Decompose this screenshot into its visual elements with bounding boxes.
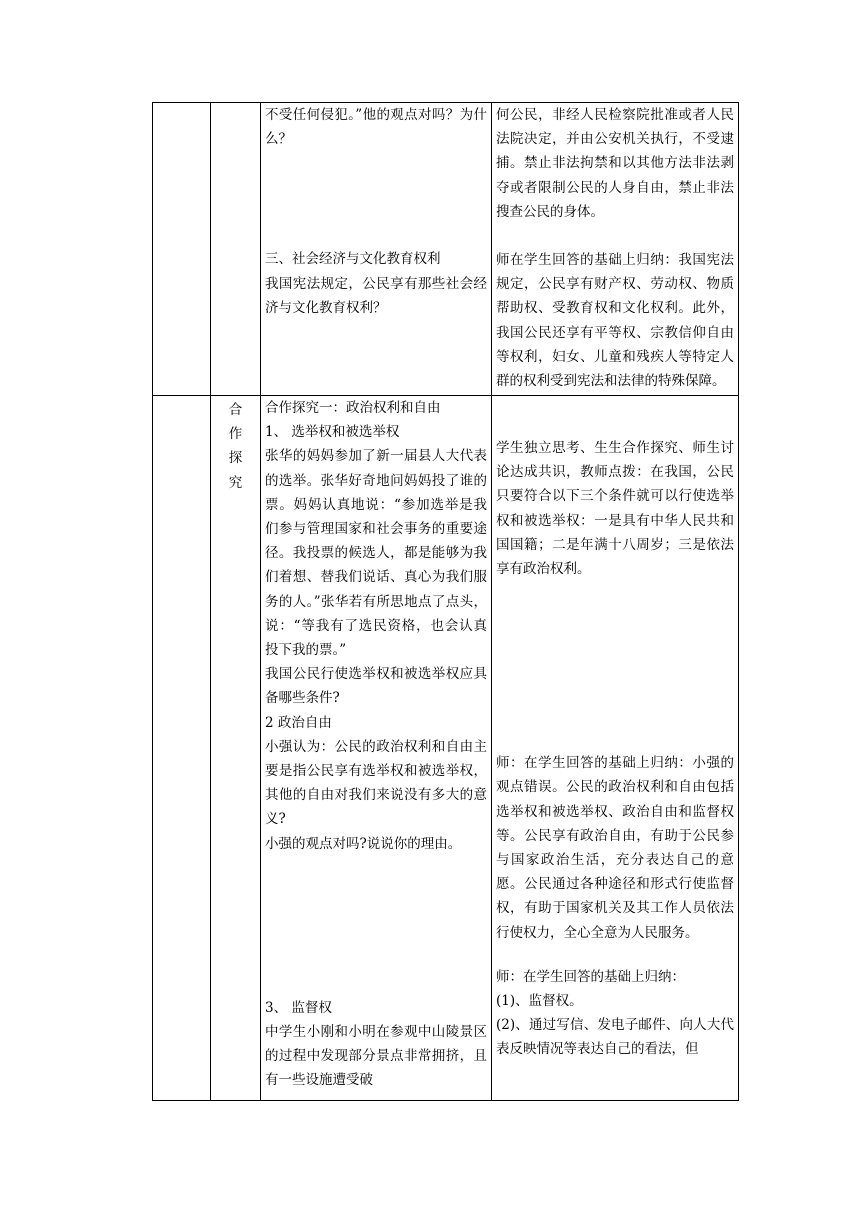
item-heading: 1、 选举权和被选举权 [265,424,400,441]
question-text: 我国宪法规定，公民享有那些社会经济与文化教育权利？ [265,275,487,316]
lesson-plan-table [152,102,739,1101]
section-heading: 三、社会经济与文化教育权利 [265,251,441,268]
story-text: 张华的妈妈参加了新一届县人大代表的选举。张华好奇地问妈妈投了谁的票。妈妈认真地说：“参加选举是我们参与管理国家和社会事务的重要途径。我投票的候选人，都是能够为我们着想、替我们说话、真心为我们服务的人。”张华若有所思地点了点头，说：“等我有了选民资格，也会认真投下我的票。” [265,448,487,659]
activity-cell [261,396,492,1101]
answer-point: (1)、监督权。 [496,993,583,1010]
teacher-notes-cell [492,396,739,1101]
explore-title: 合作探究一：政治权利和自由 [265,400,441,416]
activity-cell [261,103,492,396]
question-text: 不受任何侵犯。”他的观点对吗？为什么？ [265,107,487,148]
step-column-cell [211,103,261,396]
answer-text: 何公民，非经人民检察院批准或者人民法院决定，并由公安机关执行，不受逮捕。禁止非法拘禁和以其他方法非法剥夺或者限制公民的人身自由，禁止非法搜查公民的身体。 [496,107,734,220]
story-text: 中学生小刚和小明在参观中山陵景区的过程中发现部分景点非常拥挤，且有一些设施遭受破 [265,1024,487,1089]
question-text: 我国公民行使选举权和被选举权应具备哪些条件? [265,666,487,707]
table-row [153,396,739,1101]
stage-column-cell [153,103,211,396]
answer-point: (2)、通过写信、发电子邮件、向人大代表反映情况等表达自己的看法，但 [496,1017,734,1058]
answer-text: 师：在学生回答的基础上归纳：小强的观点错误。公民的政治权利和自由包括选举权和被选举权、政治自由和监督权等。公民享有政治自由，有助于公民参与国家政治生活，充分表达自己的意愿。公民通过各种途径和形式行使监督权，有助于国家机关及其工作人员依法行使权力，全心全意为人民服务。 [496,755,734,941]
item-heading: 3、 监督权 [265,999,332,1016]
answer-text: 师在学生回答的基础上归纳：我国宪法规定，公民享有财产权、劳动权、物质帮助权、受教育权和文化权利。此外，我国公民还享有平等权、宗教信仰自由等权利，妇女、儿童和残疾人等特定人群的权利受到宪法和法律的特殊保障。 [496,252,734,390]
answer-intro: 师：在学生回答的基础上归纳： [496,968,685,985]
story-text: 小强认为：公民的政治权利和自由主要是指公民享有选举权和被选举权，其他的自由对我们来说没有多大的意义? [265,738,487,828]
item-heading: 2 政治自由 [265,714,332,731]
question-text: 小强的观点对吗?说说你的理由。 [265,835,462,852]
answer-text: 学生独立思考、生生合作探究、师生讨论达成共识，教师点拨：在我国，公民只要符合以下三个条件就可以行使选举权和被选举权：一是具有中华人民共和国国籍；二是年满十八周岁；三是依法享有政治权利。 [496,440,734,578]
step-column-cell [211,396,261,1101]
teacher-notes-cell [492,103,739,396]
table-row [153,103,739,396]
stage-column-cell [153,396,211,1101]
stage-label: 合作探究 [228,402,243,491]
